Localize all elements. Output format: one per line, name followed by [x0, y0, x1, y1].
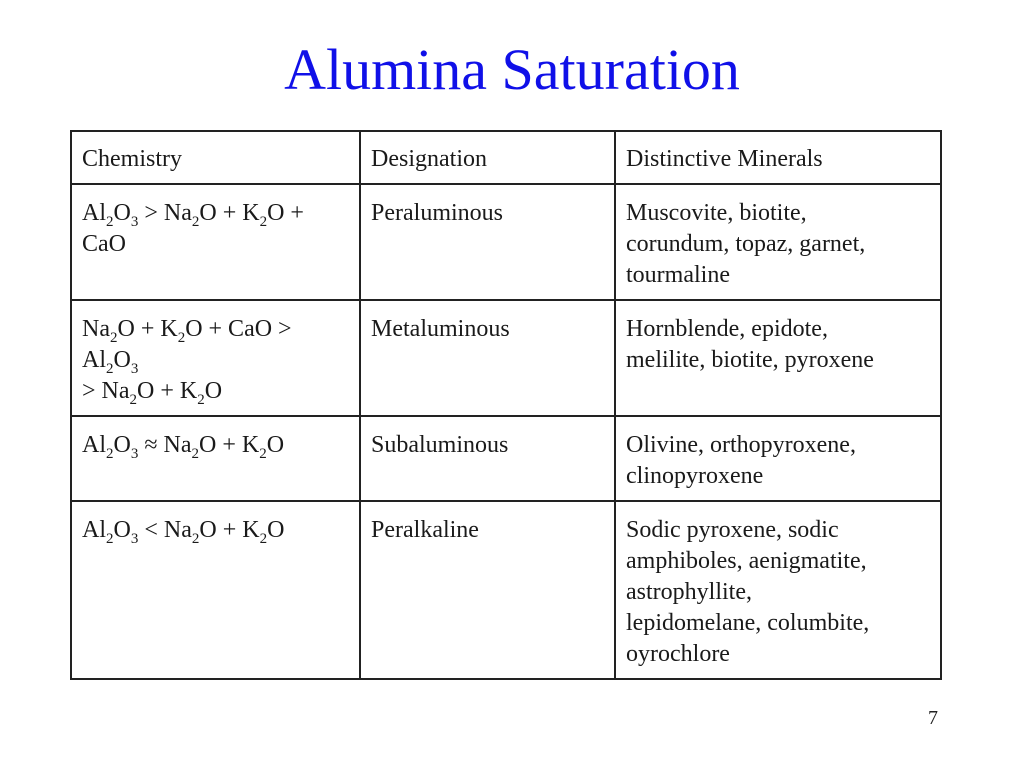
subscript: 3 — [130, 214, 139, 230]
minerals-line: lepidomelane, columbite, — [626, 610, 870, 636]
subscript: 2 — [177, 330, 186, 346]
subscript: 2 — [191, 214, 200, 230]
minerals-cell — [615, 184, 941, 300]
chemistry-cell — [71, 416, 360, 501]
chemistry-line: $Al_2O_3 \approx Na_2O + K_2O$ — [82, 432, 285, 462]
chemistry-line: > $Na_2O + K_2O$ — [82, 378, 223, 408]
chemistry-cell — [71, 300, 360, 416]
chemistry-cell — [71, 184, 360, 300]
subscript: 2 — [259, 446, 267, 462]
minerals-line: clinopyroxene — [626, 463, 764, 489]
minerals-line: corundum, topaz, garnet, — [626, 231, 866, 257]
header-chemistry: Chemistry — [71, 131, 360, 184]
subscript: 2 — [106, 214, 114, 230]
minerals-line: melilite, biotite, pyroxene — [626, 347, 874, 373]
minerals-line: astrophyllite, — [626, 579, 752, 605]
subscript: 2 — [109, 330, 118, 346]
subscript: 2 — [106, 446, 114, 462]
slide-title: Alumina Saturation — [284, 37, 740, 102]
minerals-line: tourmaline — [626, 262, 730, 288]
page-number: 7 — [928, 707, 938, 729]
designation-cell: Metaluminous — [360, 300, 615, 416]
table-row — [71, 501, 941, 679]
designation-cell: Peralkaline — [360, 501, 615, 679]
minerals-cell — [615, 416, 941, 501]
subscript: 2 — [259, 214, 268, 230]
alumina-saturation-table-container — [70, 130, 940, 680]
designation-cell: Subaluminous — [360, 416, 615, 501]
subscript: 2 — [106, 361, 114, 377]
table-row — [71, 300, 941, 416]
table-row — [71, 416, 941, 501]
header-distinctive-minerals: Distinctive Minerals — [615, 131, 941, 184]
table-header-row — [71, 131, 941, 184]
subscript: 3 — [130, 531, 139, 547]
minerals-line: Muscovite, biotite, — [626, 200, 807, 226]
minerals-cell — [615, 501, 941, 679]
subscript: 2 — [197, 392, 205, 408]
subscript: 2 — [191, 446, 199, 462]
minerals-line: oyrochlore — [626, 641, 730, 667]
chemistry-line: $Al_2O_3$ — [82, 347, 139, 377]
minerals-cell — [615, 300, 941, 416]
chemistry-line: $Al_2O_3 > Na_2O + K_2O$ + — [82, 200, 304, 230]
minerals-line: Sodic pyroxene, sodic — [626, 517, 839, 543]
subscript: 3 — [130, 361, 139, 377]
minerals-line: Olivine, orthopyroxene, — [626, 432, 856, 458]
chemistry-line: $Al_2O_3 < Na_2O + K_2O$ — [82, 517, 285, 547]
chemistry-line: CaO — [82, 231, 126, 257]
subscript: 2 — [259, 531, 268, 547]
subscript: 2 — [191, 531, 200, 547]
minerals-line: amphiboles, aenigmatite, — [626, 548, 867, 574]
minerals-line: Hornblende, epidote, — [626, 316, 828, 342]
subscript: 2 — [106, 531, 114, 547]
header-designation: Designation — [360, 131, 615, 184]
chemistry-cell — [71, 501, 360, 679]
chemistry-line: $Na_2O + K_2O$ + CaO > — [82, 316, 292, 346]
subscript: 3 — [130, 446, 139, 462]
subscript: 2 — [129, 392, 138, 408]
alumina-saturation-table — [70, 130, 942, 680]
table-row — [71, 184, 941, 300]
designation-cell: Peraluminous — [360, 184, 615, 300]
